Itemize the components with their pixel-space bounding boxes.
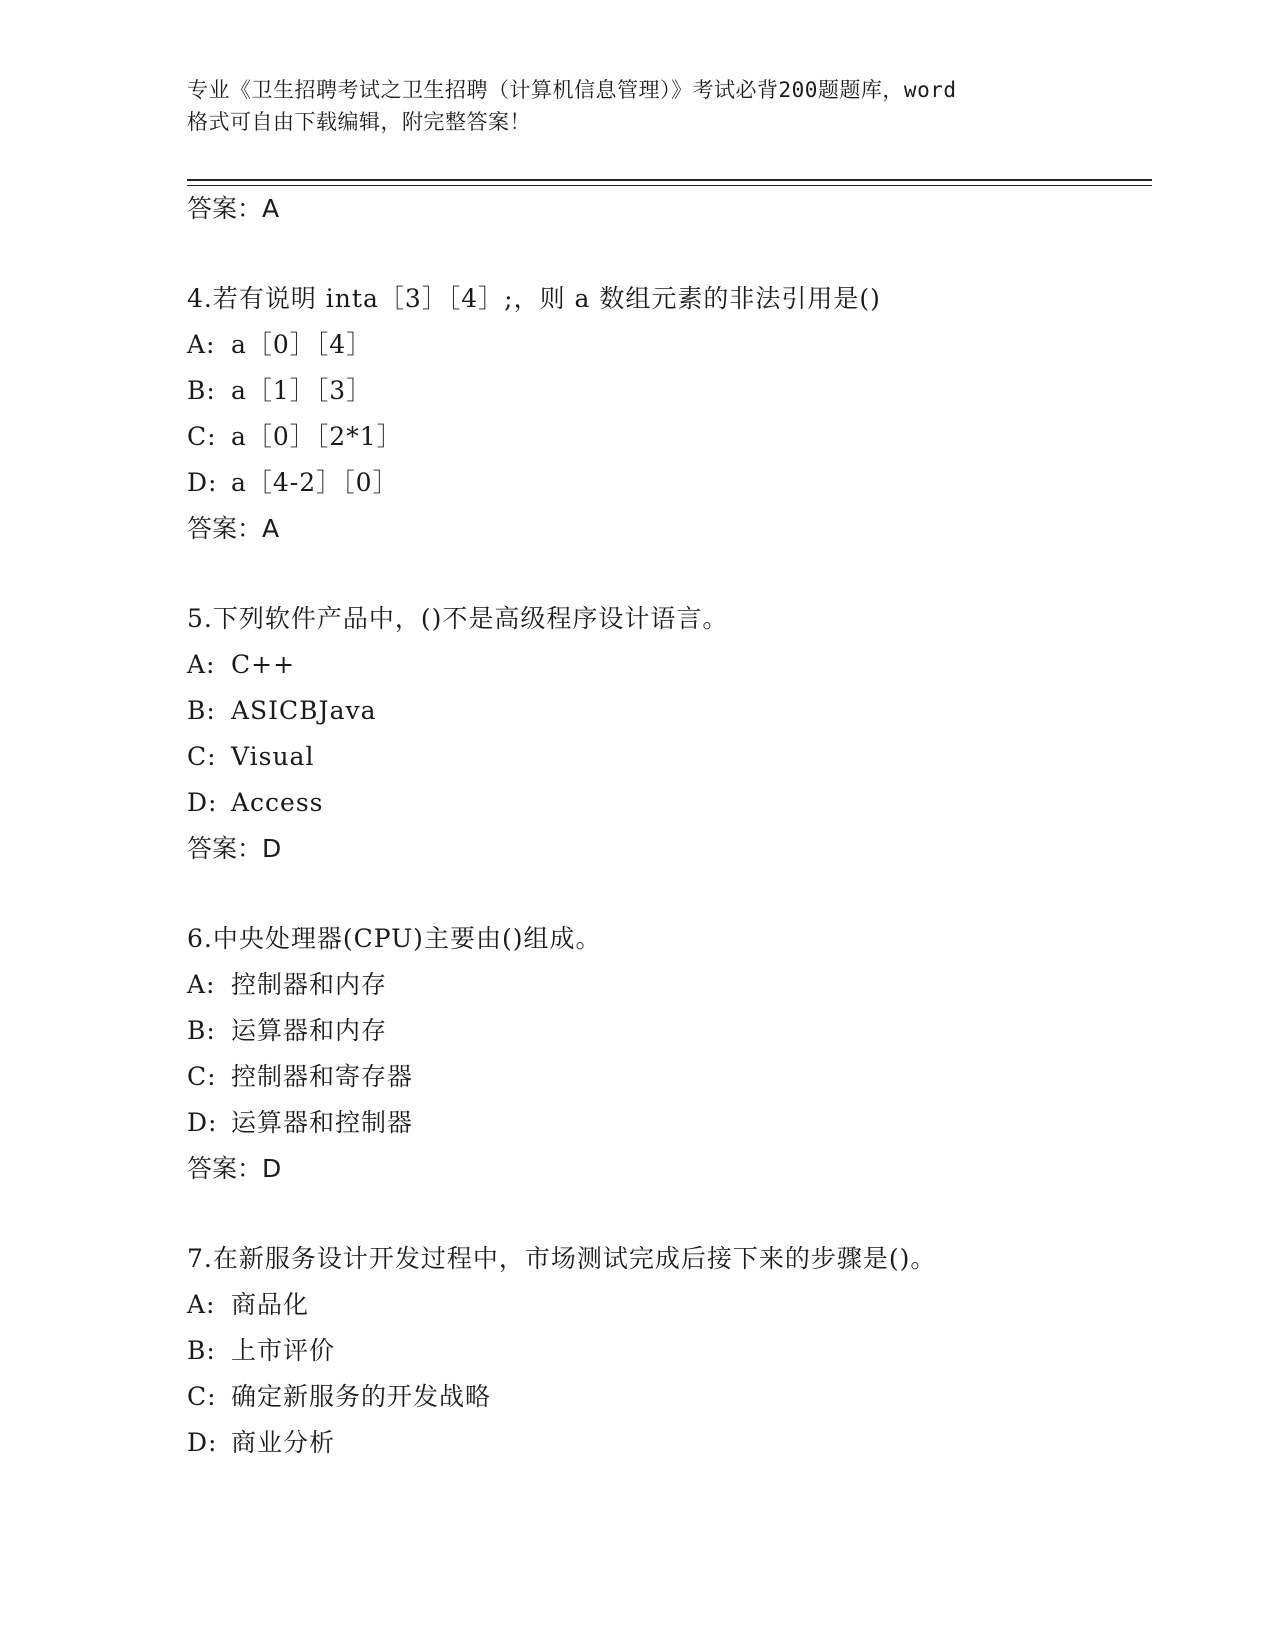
question-block-5 bbox=[187, 596, 1147, 872]
question-block-4 bbox=[187, 276, 1147, 552]
question-text: 4.若有说明 inta［3］［4］;，则 a 数组元素的非法引用是() bbox=[187, 284, 881, 313]
question-list bbox=[187, 186, 1147, 1466]
question-text: 6.中央处理器(CPU)主要由()组成。 bbox=[187, 924, 602, 953]
option-b bbox=[187, 1328, 1147, 1374]
option-c bbox=[187, 414, 1147, 460]
option-b bbox=[187, 688, 1147, 734]
option-text: 运算器和内存 bbox=[231, 1016, 388, 1045]
option-text: ASICBJava bbox=[231, 696, 377, 725]
option-text: 运算器和控制器 bbox=[231, 1108, 414, 1137]
option-label: D: bbox=[187, 468, 218, 497]
document-header bbox=[187, 74, 1087, 138]
option-label: C: bbox=[187, 1062, 217, 1091]
option-text: a［1］［3］ bbox=[231, 376, 373, 405]
header-line-2: 格式可自由下载编辑，附完整答案！ bbox=[187, 110, 531, 134]
question-text: 5.下列软件产品中，()不是高级程序设计语言。 bbox=[187, 604, 729, 633]
header-divider-thick bbox=[187, 179, 1152, 181]
option-text: C++ bbox=[231, 650, 296, 679]
option-label: A: bbox=[187, 970, 216, 999]
option-text: 控制器和内存 bbox=[231, 970, 388, 999]
option-a bbox=[187, 642, 1147, 688]
option-label: B: bbox=[187, 1336, 216, 1365]
option-label: B: bbox=[187, 1016, 216, 1045]
option-a bbox=[187, 1282, 1147, 1328]
option-label: D: bbox=[187, 1108, 218, 1137]
answer-line: 答案：A bbox=[187, 514, 280, 543]
option-a bbox=[187, 962, 1147, 1008]
option-label: A: bbox=[187, 650, 216, 679]
question-block-7 bbox=[187, 1236, 1147, 1466]
option-label: A: bbox=[187, 330, 216, 359]
option-text: 控制器和寄存器 bbox=[231, 1062, 414, 1091]
option-text: 商业分析 bbox=[231, 1428, 336, 1457]
option-label: C: bbox=[187, 422, 217, 451]
option-c bbox=[187, 734, 1147, 780]
option-label: B: bbox=[187, 376, 216, 405]
option-text: a［4-2］［0］ bbox=[231, 468, 399, 497]
option-d bbox=[187, 1420, 1147, 1466]
header-line-1: 专业《卫生招聘考试之卫生招聘（计算机信息管理）》考试必背200题题库，word bbox=[187, 78, 957, 102]
question-text: 7.在新服务设计开发过程中，市场测试完成后接下来的步骤是()。 bbox=[187, 1244, 937, 1273]
option-label: C: bbox=[187, 742, 217, 771]
answer-line: 答案：D bbox=[187, 1154, 282, 1183]
question-block-6 bbox=[187, 916, 1147, 1192]
option-text: Visual bbox=[231, 742, 315, 771]
option-text: a［0］［4］ bbox=[231, 330, 373, 359]
option-c bbox=[187, 1374, 1147, 1420]
option-d bbox=[187, 460, 1147, 506]
option-d bbox=[187, 1100, 1147, 1146]
answer-line: 答案：D bbox=[187, 834, 282, 863]
option-text: 确定新服务的开发战略 bbox=[231, 1382, 492, 1411]
answer-line: 答案：A bbox=[187, 194, 280, 223]
option-c bbox=[187, 1054, 1147, 1100]
option-b bbox=[187, 1008, 1147, 1054]
option-text: a［0］［2*1］ bbox=[231, 422, 403, 451]
option-d bbox=[187, 780, 1147, 826]
option-b bbox=[187, 368, 1147, 414]
option-text: 上市评价 bbox=[231, 1336, 336, 1365]
option-a bbox=[187, 322, 1147, 368]
option-label: B: bbox=[187, 696, 216, 725]
option-text: Access bbox=[231, 788, 324, 817]
option-label: D: bbox=[187, 1428, 218, 1457]
option-label: C: bbox=[187, 1382, 217, 1411]
option-label: A: bbox=[187, 1290, 216, 1319]
option-text: 商品化 bbox=[231, 1290, 310, 1319]
option-label: D: bbox=[187, 788, 218, 817]
